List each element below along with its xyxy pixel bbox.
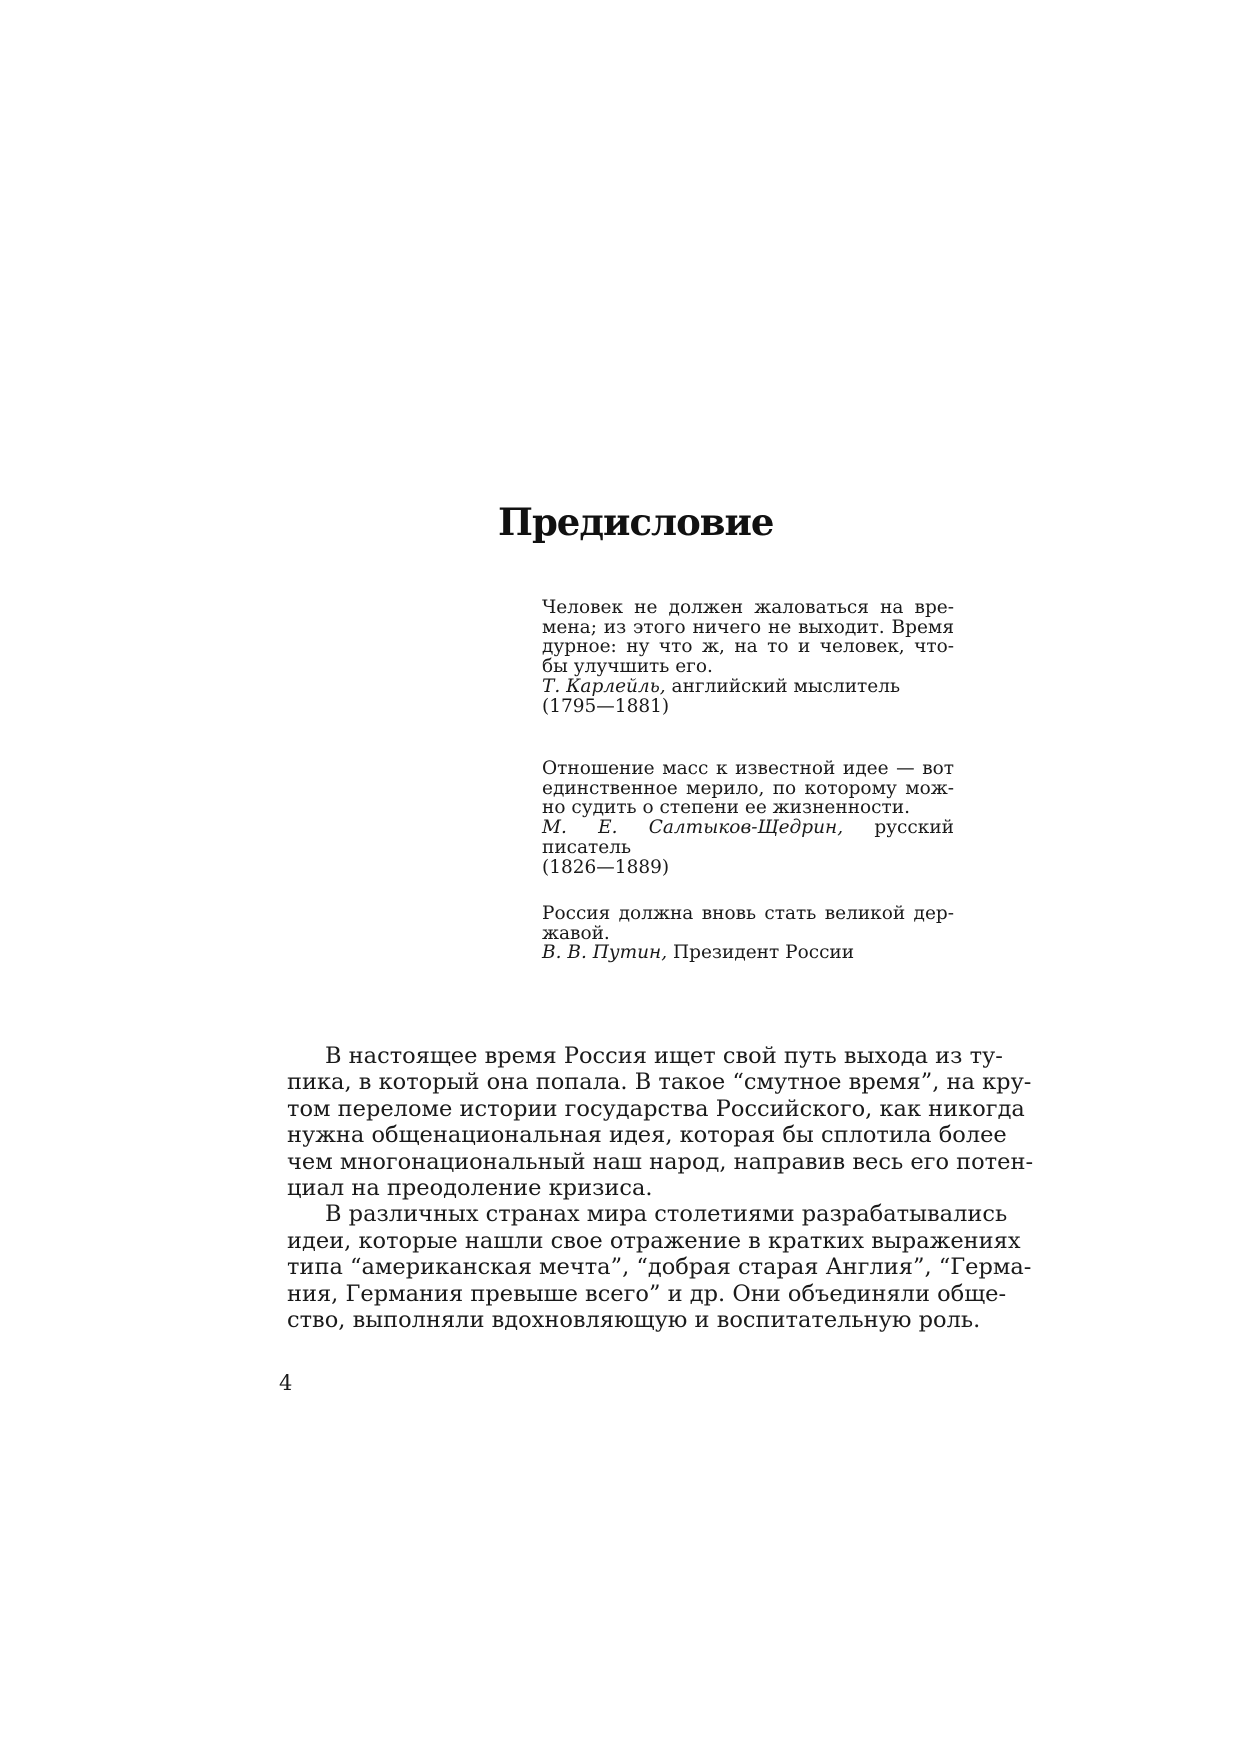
epigraph-line: но судить о степени ее жизненности.: [542, 797, 910, 819]
epigraph-author: М. Е. Салтыков-Щедрин,: [542, 817, 844, 839]
epigraph-attribution: [542, 818, 954, 857]
epigraph-author-role: русский писатель: [542, 817, 954, 858]
text-line: ния, Германия превыше всего” и др. Они объединяли обще-: [287, 1280, 1007, 1307]
epigraph-years: (1795—1881): [542, 695, 670, 717]
epigraph-line: дурное: ну что ж, на то и человек, что-: [542, 636, 954, 658]
epigraph-author: Т. Карлейль,: [542, 675, 666, 697]
epigraph-saltykov: [542, 759, 954, 877]
body-text: [287, 1043, 1034, 1334]
epigraph-line: Человек не должен жаловаться на вре-: [542, 597, 954, 618]
text-line: нужна общенациональная идея, которая бы сплотила более: [287, 1122, 1007, 1149]
page-title: Предисловие: [498, 500, 774, 544]
text-line: чем многонациональный наш народ, направив весь его потен-: [287, 1148, 1034, 1175]
epigraph-author: В. В. Путин,: [542, 942, 668, 964]
text-line: В различных странах мира столетиями разрабатывались: [325, 1201, 1008, 1228]
epigraph-quote: [542, 904, 954, 943]
text-line: пика, в который она попала. В такое “смутное время”, на кру-: [287, 1069, 1032, 1096]
epigraph-carlyle: [542, 598, 954, 716]
epigraph-line: бы улучшить его.: [542, 656, 713, 678]
epigraph-line: жавой.: [542, 922, 610, 944]
page-number: 4: [279, 1371, 293, 1395]
text-line: ство, выполняли вдохновляющую и воспитательную роль.: [287, 1307, 981, 1334]
epigraph-line: Россия должна вновь стать великой дер-: [542, 903, 954, 924]
paragraph: [287, 1201, 1032, 1334]
epigraph-putin: [542, 904, 954, 963]
text-line: типа “американская мечта”, “добрая старая Англия”, “Герма-: [287, 1254, 1032, 1281]
epigraph-line: мена; из этого ничего не выходит. Время: [542, 616, 954, 638]
text-line: циал на преодоление кризиса.: [287, 1175, 653, 1202]
text-line: том переломе истории государства Российского, как никогда: [287, 1095, 1025, 1122]
epigraph-author-role: английский мыслитель: [665, 675, 901, 697]
epigraph-attribution: [542, 677, 954, 697]
epigraph-quote: [542, 598, 954, 677]
text-line: В настоящее время Россия ищет свой путь выхода из ту-: [325, 1043, 1003, 1069]
epigraph-quote: [542, 759, 954, 818]
epigraph-author-role: Президент России: [667, 942, 855, 964]
paragraph: [287, 1043, 1034, 1202]
epigraph-line: единственное мерило, по которому мож-: [542, 777, 954, 799]
epigraph-years: (1826—1889): [542, 856, 670, 878]
text-line: идеи, которые нашли свое отражение в кратких выражениях: [287, 1227, 1021, 1254]
epigraph-line: Отношение масс к известной идее — вот: [542, 758, 954, 779]
epigraph-attribution: [542, 943, 954, 963]
